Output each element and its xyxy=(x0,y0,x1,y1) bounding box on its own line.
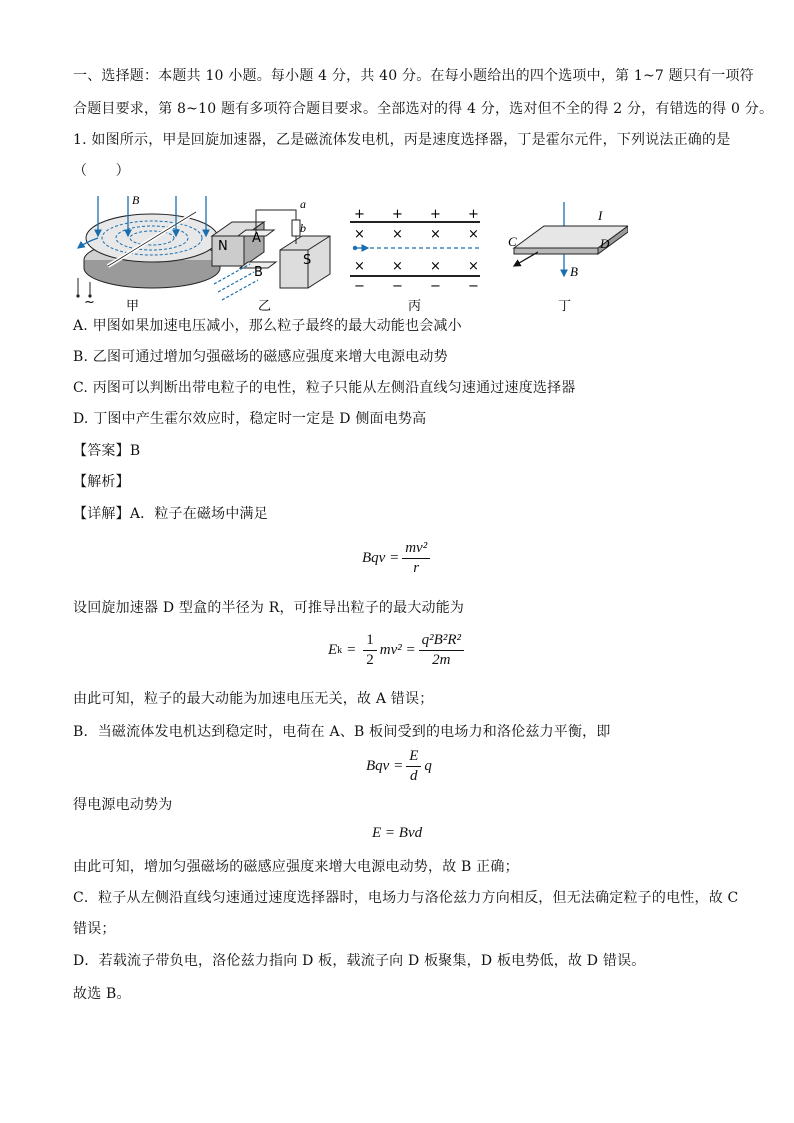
equation-4: E = Bvd xyxy=(372,825,423,841)
detail-d-line: D．若载流子带负电，洛伦兹力指向 D 板，载流子向 D 板聚集，D 板电势低，故 D 错误。 xyxy=(73,953,646,969)
analysis-label: 【解析】 xyxy=(73,474,130,490)
eq3-numerator: E xyxy=(406,748,421,767)
svg-text:×: × xyxy=(354,227,365,242)
question-stem: 1. 如图所示，甲是回旋加速器，乙是磁流体发电机，丙是速度选择器，丁是霍尔元件，下列说法正确的是 xyxy=(73,132,731,148)
option-b: B. 乙图可通过增加匀强磁场的磁感应强度来增大电源电动势 xyxy=(73,349,448,365)
svg-text:×: × xyxy=(430,227,441,242)
detail-a-intro: A．粒子在磁场中满足 xyxy=(129,506,268,522)
detail-label: 【详解】 xyxy=(73,506,130,522)
svg-text:×: × xyxy=(354,259,365,274)
equation-3 xyxy=(366,748,432,785)
eq2-lhs-sub: k xyxy=(337,645,343,656)
figure-label-bing: 丙 xyxy=(408,299,422,314)
velocity-selector-diagram xyxy=(350,207,480,314)
terminal-b-label: b xyxy=(300,221,306,235)
eq2-numerator: q²B²R² xyxy=(419,632,464,651)
detail-line-a xyxy=(73,504,268,524)
svg-text:−: − xyxy=(468,279,479,294)
detail-b-mid: 得电源电动势为 xyxy=(73,797,173,813)
eq2-denominator: 2m xyxy=(432,652,451,668)
answer-line xyxy=(73,441,140,461)
figure-label-ding: 丁 xyxy=(558,299,572,314)
side-d-label: D xyxy=(600,236,610,251)
side-c-label: C xyxy=(508,234,517,249)
field-b-label-ding: B xyxy=(570,264,578,279)
terminal-a-label: a xyxy=(300,197,306,211)
plate-a-label: A xyxy=(252,231,261,246)
svg-text:−: − xyxy=(354,279,365,294)
magnet-n-label: N xyxy=(218,239,228,254)
eq2-mid: mv² = xyxy=(379,642,416,658)
eq1-fraction xyxy=(402,540,430,577)
option-d: D. 丁图中产生霍尔效应时，稳定时一定是 D 侧面电势高 xyxy=(73,411,427,427)
svg-text:×: × xyxy=(392,259,403,274)
final-answer: 故选 B。 xyxy=(73,986,131,1002)
eq1-numerator: mv² xyxy=(402,540,430,559)
detail-b-conclusion: 由此可知，增加匀强磁场的磁感应强度来增大电源电动势，故 B 正确； xyxy=(73,859,519,875)
svg-text:×: × xyxy=(430,259,441,274)
answer-label: 【答案】 xyxy=(73,443,130,459)
eq2-half-den: 2 xyxy=(366,652,374,668)
current-i-label: I xyxy=(598,208,603,223)
svg-text:×: × xyxy=(468,227,479,242)
equation-1 xyxy=(362,540,433,577)
eq2-equals: = xyxy=(346,642,357,658)
eq3-denominator: d xyxy=(410,768,418,784)
svg-text:×: × xyxy=(468,259,479,274)
section-heading-line2: 合题目要求，第 8~10 题有多项符合题目要求。全部选对的得 4 分，选对但不全的得 2 分，有错选的得 0 分。 xyxy=(73,101,774,117)
svg-text:−: − xyxy=(430,279,441,294)
eq2-lhs: E xyxy=(328,642,338,658)
eq2-half-num: 1 xyxy=(363,632,377,651)
section-heading-line1: 一、选择题：本题共 10 小题。每小题 4 分，共 40 分。在每小题给出的四个选项中，第 1~7 题只有一项符 xyxy=(73,68,754,84)
svg-text:−: − xyxy=(392,279,403,294)
detail-a-conclusion: 由此可知，粒子的最大动能为加速电压无关，故 A 错误； xyxy=(73,691,434,707)
svg-text:+: + xyxy=(392,207,403,222)
ac-symbol: ~ xyxy=(84,295,95,310)
eq2-half xyxy=(363,632,377,669)
answer-value: B xyxy=(129,443,141,459)
mhd-generator-diagram xyxy=(212,197,330,314)
detail-c-line1: C．粒子从左侧沿直线匀速通过速度选择器时，电场力与洛伦兹力方向相反，但无法确定粒子的电性，故 C xyxy=(73,890,739,906)
plate-b-label: B xyxy=(254,265,263,280)
hall-element-diagram xyxy=(508,202,628,314)
eq2-fraction xyxy=(419,632,464,669)
field-label-b: B xyxy=(132,196,140,207)
detail-b-intro: B．当磁流体发电机达到稳定时，电荷在 A、B 板间受到的电场力和洛伦兹力平衡，即 xyxy=(73,724,611,740)
answer-bracket: （ ） xyxy=(73,163,130,179)
svg-text:+: + xyxy=(430,207,441,222)
svg-text:+: + xyxy=(354,207,365,222)
eq1-lhs: Bqv = xyxy=(362,550,400,566)
cyclotron-diagram xyxy=(76,196,220,314)
figure-label-jia: 甲 xyxy=(126,299,140,314)
eq3-lhs: Bqv = xyxy=(366,758,404,774)
svg-text:+: + xyxy=(468,207,479,222)
eq3-tail: q xyxy=(424,758,432,774)
detail-a-mid: 设回旋加速器 D 型盒的半径为 R，可推导出粒子的最大动能为 xyxy=(73,600,465,616)
eq3-fraction xyxy=(406,748,421,785)
svg-text:×: × xyxy=(392,227,403,242)
question-figure xyxy=(68,196,628,314)
eq1-denominator: r xyxy=(413,560,420,576)
magnet-s-label: S xyxy=(303,253,312,268)
option-a: A. 甲图如果加速电压减小，那么粒子最终的最大动能也会减小 xyxy=(73,318,462,334)
figure-label-yi: 乙 xyxy=(258,299,272,314)
option-c: C. 丙图可以判断出带电粒子的电性，粒子只能从左侧沿直线匀速通过速度选择器 xyxy=(73,380,576,396)
detail-c-line2: 错误； xyxy=(73,921,116,937)
equation-2 xyxy=(328,632,467,669)
